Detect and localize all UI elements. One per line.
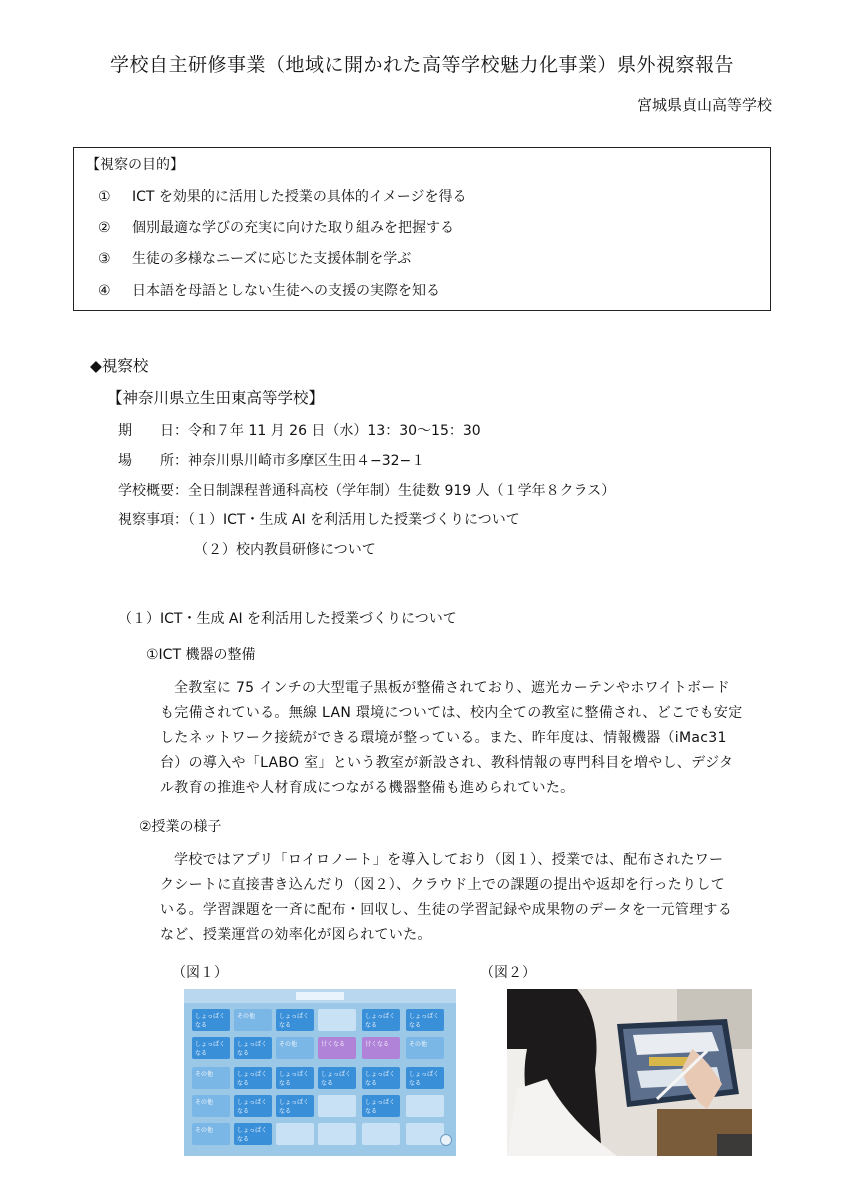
card-tile bbox=[406, 1095, 444, 1117]
page-title: 学校自主研修事業（地域に開かれた高等学校魅力化事業）県外視察報告 bbox=[109, 54, 734, 76]
purpose-text: 日本語を母語としない生徒への支援の実際を知る bbox=[132, 283, 440, 299]
card-tile: しょっぱくなる bbox=[276, 1067, 314, 1089]
fig2-caption: （図２） bbox=[480, 965, 536, 981]
para-line: いる。学習課題を一斉に配布・回収し、生徒の学習記録や成果物のデータを一元管理する bbox=[160, 902, 732, 918]
visit-section-label: ◆視察校 bbox=[90, 357, 149, 375]
row-label: 学校概要： bbox=[118, 483, 188, 499]
para-line: など、授業運営の効率化が図られていた。 bbox=[160, 927, 432, 943]
card-tile bbox=[406, 1123, 444, 1145]
sub1-paragraph bbox=[160, 676, 780, 801]
purpose-text: ICT を効果的に活用した授業の具体的イメージを得る bbox=[132, 189, 467, 205]
card-tile: しょっぱくなる bbox=[406, 1009, 444, 1031]
card-tile: その他 bbox=[276, 1037, 314, 1059]
para-line: 全教室に 75 インチの大型電子黒板が整備されており、遮光カーテンやホワイトボード bbox=[174, 680, 730, 696]
purpose-num: ③ bbox=[98, 251, 111, 267]
para-line: クシートに直接書き込んだり（図２）、クラウド上での課題の提出や返却を行ったりして bbox=[160, 877, 725, 893]
para-line: 学校ではアプリ「ロイロノート」を導入しており（図１）、授業では、配布されたワー bbox=[174, 852, 724, 868]
card-tile: しょっぱくなる bbox=[362, 1095, 400, 1117]
row-value: 神奈川県川崎市多摩区生田４−32−１ bbox=[188, 453, 426, 469]
visit-row-place bbox=[118, 450, 425, 470]
purpose-item bbox=[98, 280, 440, 300]
visit-school-name: 【神奈川県立生田東高等学校】 bbox=[107, 389, 325, 407]
card-tile: しょっぱくなる bbox=[276, 1095, 314, 1117]
para-line: したネットワーク接続ができる環境が整っている。また、昨年度は、情報機器（iMac31 bbox=[160, 730, 727, 746]
purpose-item bbox=[98, 248, 411, 268]
card-tile: 甘くなる bbox=[362, 1037, 400, 1059]
para-line: 台）の導入や「LABO 室」という教室が新設され、教科情報の専門科目を増やし、デジタ bbox=[160, 755, 734, 771]
row-label: 場 所： bbox=[118, 453, 188, 469]
visit-item: （２）校内教員研修について bbox=[194, 542, 376, 558]
purpose-item bbox=[98, 186, 467, 206]
fig1-caption: （図１） bbox=[172, 965, 228, 981]
row-label: 視察事項： bbox=[118, 512, 188, 528]
card-tile bbox=[276, 1123, 314, 1145]
purpose-item bbox=[98, 217, 454, 237]
figure-1-photo bbox=[184, 989, 456, 1156]
card-tile bbox=[318, 1095, 356, 1117]
school-name: 宮城県貞山高等学校 bbox=[636, 96, 772, 114]
purpose-num: ① bbox=[98, 189, 111, 205]
card-tile: その他 bbox=[406, 1037, 444, 1059]
card-tile: その他 bbox=[192, 1095, 230, 1117]
card-tile: その他 bbox=[192, 1067, 230, 1089]
sub2-paragraph bbox=[160, 848, 780, 948]
card-tile: その他 bbox=[192, 1123, 230, 1145]
para-line: も完備されている。無線 LAN 環境については、校内全ての教室に整備され、どこでも安定 bbox=[160, 705, 743, 721]
student-tablet-illustration bbox=[507, 989, 752, 1156]
card-tile: しょっぱくなる bbox=[234, 1095, 272, 1117]
card-tile: しょっぱくなる bbox=[234, 1123, 272, 1145]
sub1-heading: ①ICT 機器の整備 bbox=[146, 647, 256, 663]
purpose-text: 個別最適な学びの充実に向けた取り組みを把握する bbox=[132, 220, 454, 236]
card-tile bbox=[318, 1123, 356, 1145]
visit-row-overview bbox=[118, 480, 615, 500]
row-label: 期 日： bbox=[118, 423, 188, 439]
card-tile: しょっぱくなる bbox=[318, 1067, 356, 1089]
card-tile: しょっぱくなる bbox=[192, 1037, 230, 1059]
purpose-num: ④ bbox=[98, 283, 111, 299]
card-tile bbox=[318, 1009, 356, 1031]
visit-row-date bbox=[118, 420, 481, 440]
row-value: 令和７年 11 月 26 日（水）13：30〜15：30 bbox=[188, 423, 481, 439]
card-tile: しょっぱくなる bbox=[362, 1067, 400, 1089]
report-heading: （１）ICT・生成 AI を利活用した授業づくりについて bbox=[118, 611, 457, 627]
card-tile bbox=[362, 1123, 400, 1145]
card-tile: 甘くなる bbox=[318, 1037, 356, 1059]
purpose-heading: 【視察の目的】 bbox=[86, 157, 184, 173]
visit-item: （１）ICT・生成 AI を利活用した授業づくりについて bbox=[188, 512, 520, 528]
card-tile: しょっぱくなる bbox=[276, 1009, 314, 1031]
card-tile: しょっぱくなる bbox=[406, 1067, 444, 1089]
card-tile: しょっぱくなる bbox=[234, 1067, 272, 1089]
card-tile: しょっぱくなる bbox=[234, 1037, 272, 1059]
card-tile: しょっぱくなる bbox=[362, 1009, 400, 1031]
row-value: 全日制課程普通科高校（学年制）生徒数 919 人（１学年８クラス） bbox=[188, 483, 616, 499]
sub2-heading: ②授業の様子 bbox=[139, 819, 222, 835]
scroll-handle-icon bbox=[440, 1134, 452, 1146]
purpose-num: ② bbox=[98, 220, 111, 236]
purpose-box bbox=[73, 147, 771, 311]
figure-2-photo bbox=[507, 989, 752, 1156]
visit-items-row bbox=[118, 509, 520, 529]
purpose-text: 生徒の多様なニーズに応じた支援体制を学ぶ bbox=[132, 251, 412, 267]
toolbar-title bbox=[296, 992, 344, 1000]
card-tile: しょっぱくなる bbox=[192, 1009, 230, 1031]
para-line: ル教育の推進や人材育成につながる機器整備も進められていた。 bbox=[160, 780, 575, 796]
card-tile: その他 bbox=[234, 1009, 272, 1031]
